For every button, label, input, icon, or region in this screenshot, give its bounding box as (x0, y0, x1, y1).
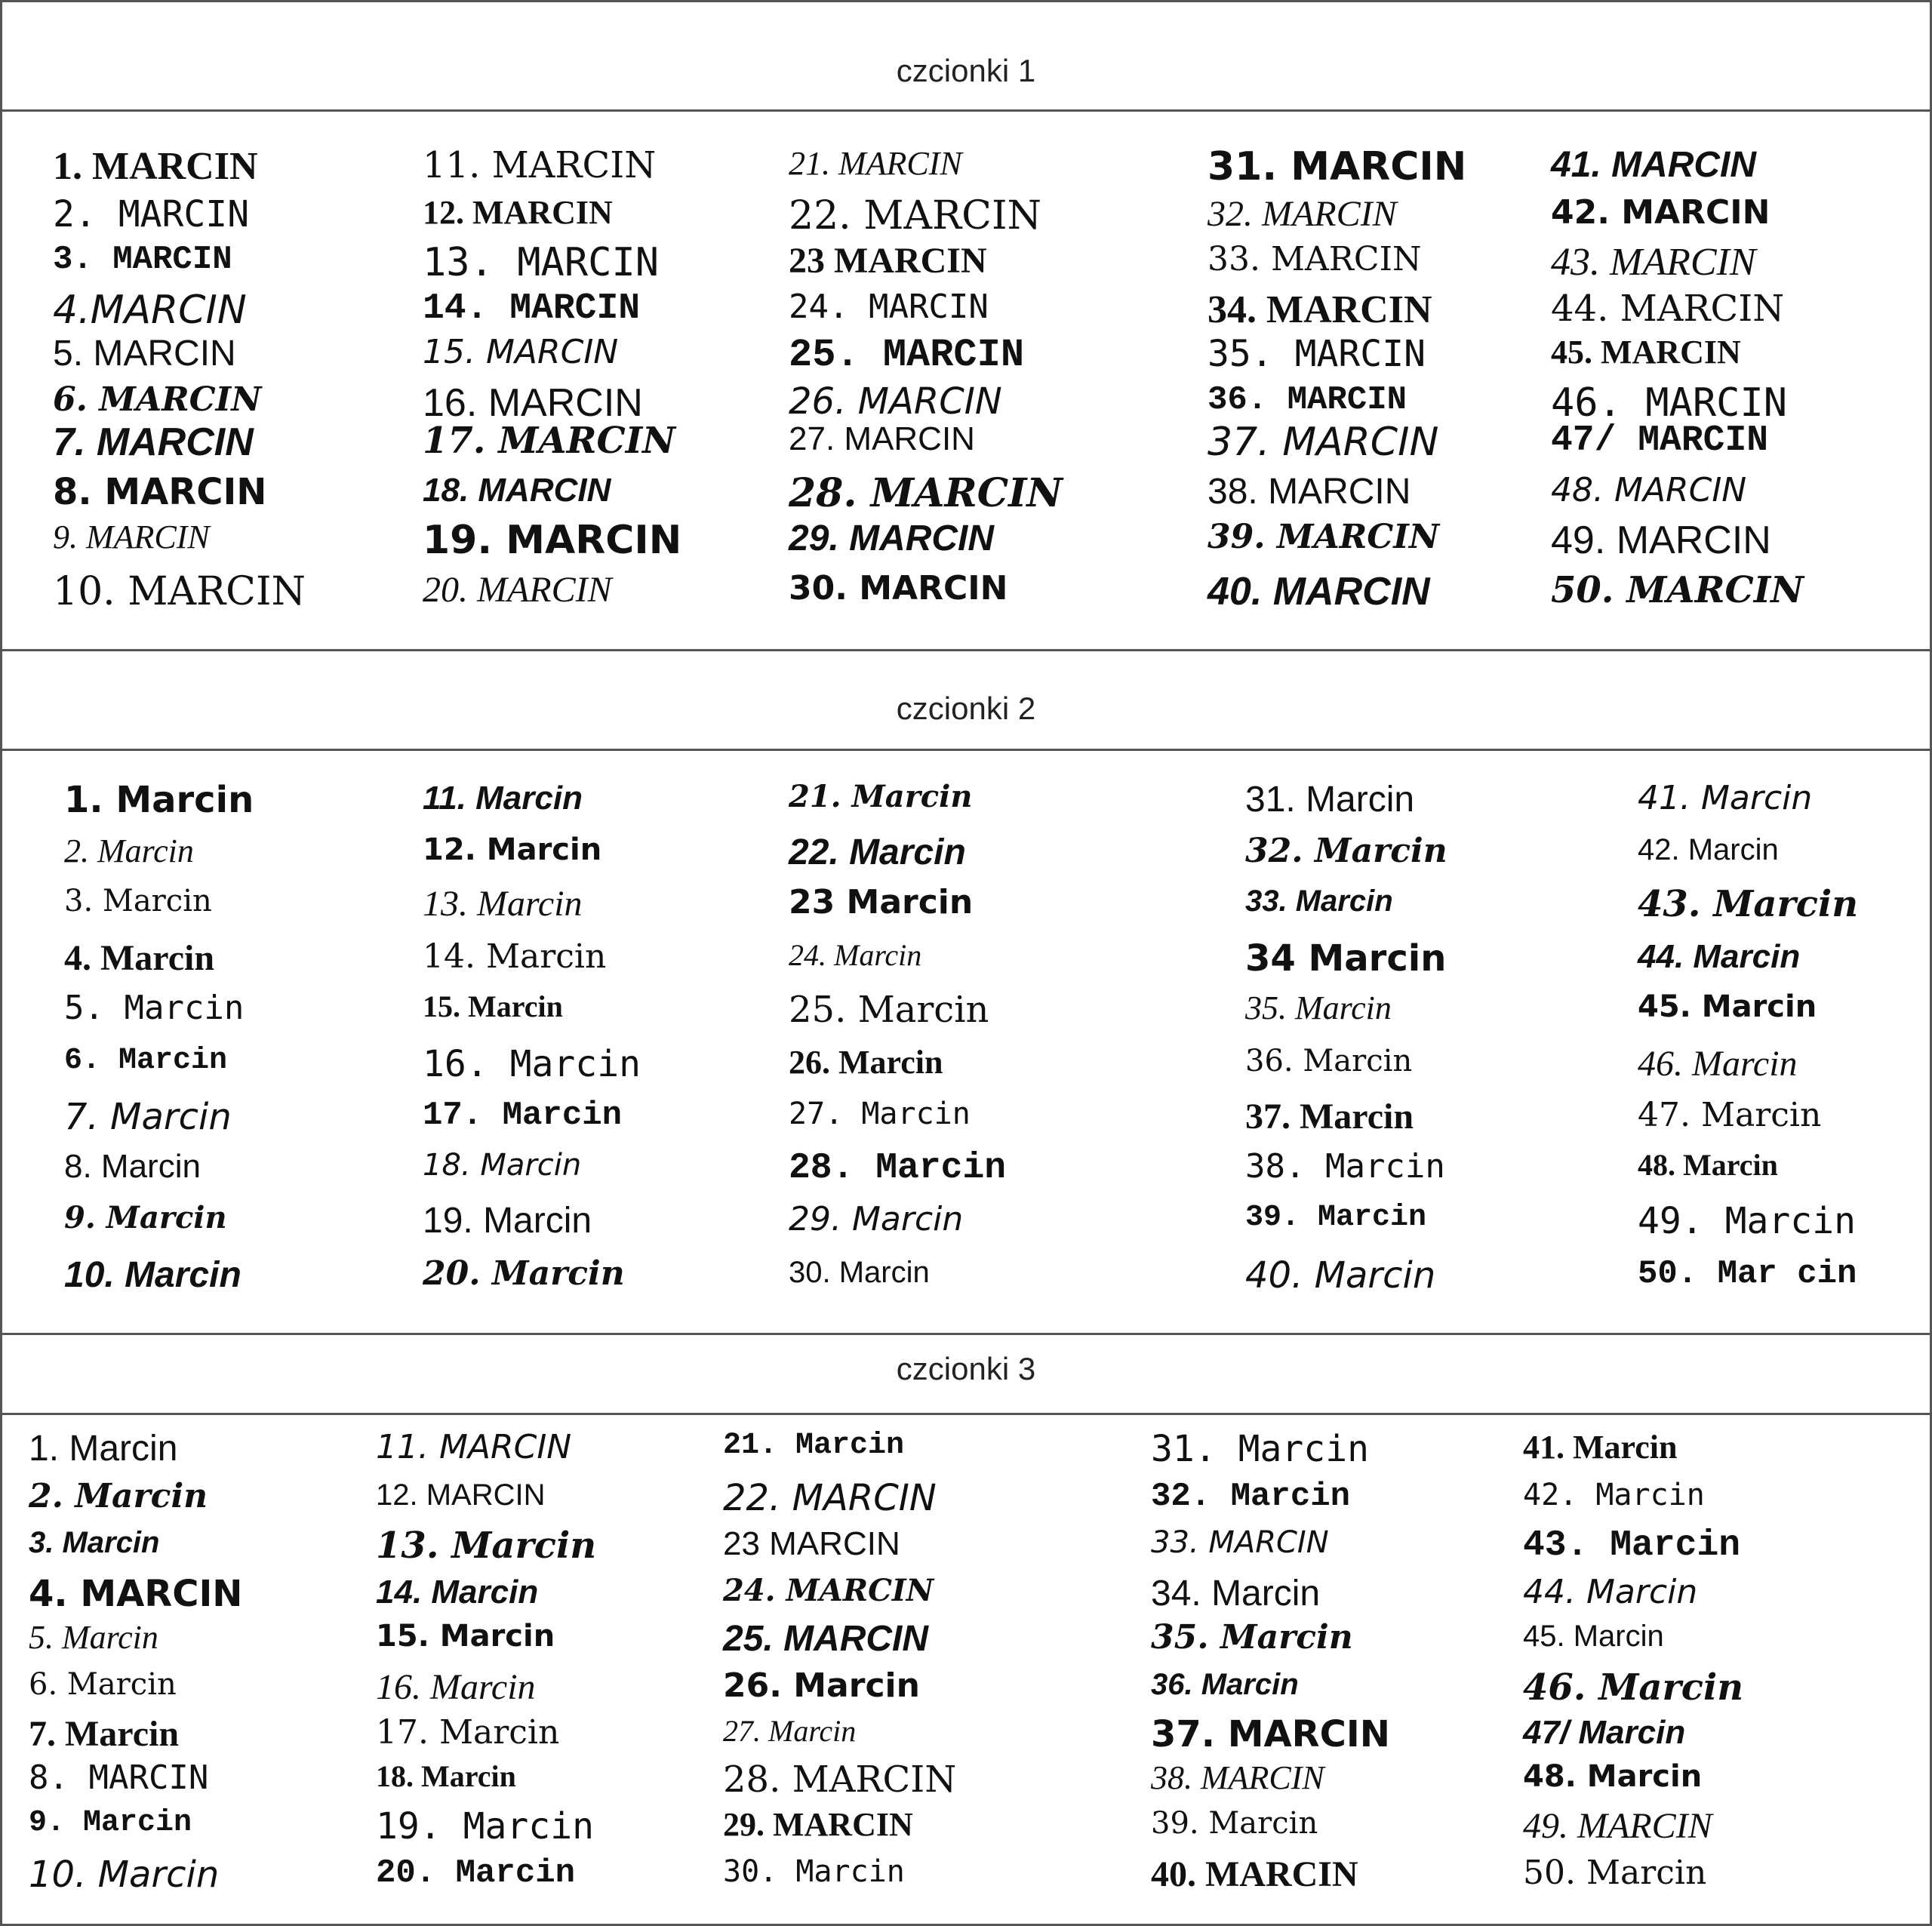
section-divider (0, 649, 1932, 651)
font-sample: 23 MARCIN (789, 241, 987, 281)
font-sample: 25. MARCIN (789, 333, 1025, 377)
font-sample: 5. MARCIN (53, 334, 236, 374)
font-sample: 24. MARCIN (723, 1573, 934, 1608)
font-sample: 22. MARCIN (723, 1477, 937, 1519)
font-sample: 29. MARCIN (789, 518, 995, 558)
font-sample: 38. MARCIN (1208, 472, 1411, 512)
font-sample: 44. Marcin (1638, 938, 1801, 975)
font-sample: 42. Marcin (1523, 1478, 1705, 1512)
font-sample: 40. Marcin (1245, 1254, 1436, 1297)
font-sample: 3. Marcin (29, 1526, 160, 1559)
font-sample: 47. Marcin (1638, 1096, 1822, 1134)
font-sample: 41. Marcin (1523, 1429, 1678, 1466)
font-column (1551, 113, 1913, 649)
font-sample: 41. MARCIN (1551, 145, 1757, 185)
font-sample: 14. MARCIN (423, 288, 641, 329)
font-sample: 4. Marcin (64, 938, 215, 978)
font-sample: 47/ Marcin (1523, 1714, 1686, 1751)
font-sample: 37. MARCIN (1151, 1713, 1390, 1755)
font-sample: 14. Marcin (376, 1574, 539, 1611)
section-divider (0, 1413, 1932, 1415)
font-sample: 40. MARCIN (1151, 1854, 1358, 1894)
font-sample: 5. Marcin (29, 1619, 158, 1656)
font-column (423, 113, 785, 649)
font-sample: 48. MARCIN (1551, 471, 1747, 509)
font-sample: 11. MARCIN (423, 144, 657, 186)
font-sample: 26. Marcin (723, 1666, 920, 1705)
font-sample: 34 Marcin (1245, 937, 1447, 980)
font-sample: 45. Marcin (1523, 1620, 1664, 1653)
font-panel-1 (0, 113, 1932, 649)
font-sample: 50. Mar cin (1638, 1255, 1857, 1293)
font-sample: 8. MARCIN (53, 471, 267, 513)
font-sample: 12. Marcin (423, 832, 602, 867)
font-sample: 44. MARCIN (1551, 288, 1785, 330)
font-sample: 47/ MARCIN (1551, 420, 1769, 461)
font-column (64, 752, 426, 1333)
font-sample: 46. MARCIN (1551, 380, 1788, 426)
font-column (1523, 1416, 1885, 1926)
font-sample: 21. Marcin (723, 1429, 905, 1463)
font-column (53, 113, 415, 649)
font-sample: 8. Marcin (64, 1148, 201, 1185)
font-sample: 28. Marcin (789, 1148, 1007, 1189)
section-divider (0, 109, 1932, 112)
font-sample: 38. Marcin (1245, 1147, 1445, 1186)
font-sample: 17. Marcin (376, 1713, 560, 1752)
font-sample: 38. MARCIN (1151, 1759, 1324, 1796)
font-sample: 13. Marcin (376, 1524, 597, 1567)
font-sample: 26. MARCIN (789, 380, 1002, 423)
font-column (723, 1416, 1085, 1926)
font-sample: 7. Marcin (64, 1096, 232, 1138)
font-sample: 20. Marcin (423, 1254, 625, 1293)
font-sample: 39. Marcin (1245, 1201, 1427, 1235)
font-sample: 9. Marcin (29, 1806, 192, 1840)
font-sample: 6. MARCIN (53, 380, 262, 419)
font-sample: 49. MARCIN (1551, 518, 1771, 562)
font-sample: 41. Marcin (1638, 779, 1813, 817)
font-sample: 2. Marcin (29, 1477, 208, 1515)
font-sample: 29. MARCIN (723, 1806, 913, 1843)
font-sample: 17. Marcin (423, 1097, 623, 1134)
font-sample: 25. Marcin (789, 989, 989, 1031)
font-sample: 10. Marcin (64, 1255, 242, 1295)
font-sample: 8. MARCIN (29, 1758, 209, 1797)
font-sample: 19. MARCIN (423, 518, 682, 563)
font-sample: 6. Marcin (29, 1667, 177, 1702)
font-sample: 33. MARCIN (1208, 240, 1422, 278)
font-sample: 18. Marcin (423, 1148, 582, 1183)
font-sample: 43. Marcin (1638, 883, 1859, 925)
font-sample: 30. Marcin (789, 1256, 930, 1289)
section-divider (0, 1333, 1932, 1335)
font-sample: 33. MARCIN (1151, 1525, 1329, 1560)
font-sample: 13. MARCIN (423, 240, 660, 285)
font-sample: 11. Marcin (423, 780, 583, 817)
font-sample: 16. Marcin (376, 1667, 536, 1707)
font-sample: 32. Marcin (1245, 832, 1447, 870)
font-column (1151, 1416, 1513, 1926)
font-sample: 3. MARCIN (53, 241, 232, 278)
font-sample: 31. Marcin (1151, 1428, 1369, 1470)
font-column (1245, 752, 1607, 1333)
section-title-3: czcionki 3 (896, 1351, 1036, 1386)
font-sample: 18. MARCIN (423, 472, 611, 509)
font-column (789, 752, 1151, 1333)
font-sample: 37. Marcin (1245, 1097, 1414, 1137)
font-sample: 15. MARCIN (423, 333, 619, 371)
font-sample: 44. Marcin (1523, 1573, 1698, 1611)
font-sample: 9. Marcin (64, 1200, 227, 1235)
font-sample: 1. MARCIN (53, 145, 258, 188)
font-sample: 43. MARCIN (1551, 241, 1756, 284)
font-sample: 49. Marcin (1638, 1200, 1856, 1242)
font-sample: 7. MARCIN (53, 420, 254, 464)
font-sample: 33. Marcin (1245, 885, 1393, 918)
font-sample: 25. MARCIN (723, 1619, 929, 1659)
font-sample: 50. MARCIN (1551, 569, 1804, 611)
font-sample: 16. MARCIN (423, 381, 643, 425)
font-sample: 30. Marcin (723, 1854, 905, 1889)
font-sample: 46. Marcin (1638, 1044, 1798, 1084)
font-sample: 10. MARCIN (53, 569, 306, 614)
font-sample: 15. Marcin (376, 1619, 555, 1654)
font-sample: 37. MARCIN (1208, 420, 1439, 465)
font-sample: 36. MARCIN (1208, 381, 1407, 419)
font-column (1638, 752, 1932, 1333)
font-sample: 24. Marcin (789, 938, 922, 972)
section-title-1: czcionki 1 (896, 53, 1036, 88)
font-sample: 23 Marcin (789, 883, 974, 921)
font-sample: 48. Marcin (1638, 1148, 1778, 1182)
font-sample: 7. Marcin (29, 1714, 180, 1754)
section-divider (0, 749, 1932, 751)
font-sample: 13. Marcin (423, 884, 583, 924)
font-sample: 14. Marcin (423, 937, 607, 976)
font-sample: 26. Marcin (789, 1044, 943, 1081)
section-title-2: czcionki 2 (896, 691, 1036, 726)
font-sample: 34. Marcin (1151, 1574, 1321, 1614)
font-sample: 1. Marcin (29, 1429, 178, 1469)
font-sample: 12. MARCIN (423, 194, 613, 231)
font-sample: 36. Marcin (1151, 1668, 1299, 1701)
font-sample: 35. MARCIN (1208, 333, 1426, 375)
font-sample: 39. MARCIN (1208, 518, 1440, 556)
font-sample: 39. Marcin (1151, 1806, 1318, 1841)
font-column (1208, 113, 1570, 649)
font-sample: 19. Marcin (376, 1805, 594, 1848)
font-sample: 17. MARCIN (423, 420, 676, 462)
font-sample: 42. MARCIN (1551, 193, 1770, 232)
font-panel-3 (0, 1416, 1932, 1926)
font-sample: 11. MARCIN (376, 1428, 572, 1466)
font-sample: 16. Marcin (423, 1043, 641, 1085)
font-column (789, 113, 1151, 649)
font-sample: 30. MARCIN (789, 569, 1008, 608)
font-sample: 29. Marcin (789, 1200, 964, 1238)
font-sample: 43. Marcin (1523, 1525, 1741, 1566)
font-sample: 6. Marcin (64, 1044, 228, 1078)
font-sample: 3. Marcin (64, 884, 212, 918)
font-sample: 22. MARCIN (789, 193, 1042, 238)
font-sample: 46. Marcin (1523, 1666, 1744, 1709)
font-sample: 22. Marcin (789, 832, 966, 872)
font-sample: 27. Marcin (789, 1097, 971, 1131)
font-column (29, 1416, 391, 1926)
font-sample: 28. MARCIN (789, 470, 1063, 516)
font-column (423, 752, 785, 1333)
font-sample: 5. Marcin (64, 989, 245, 1027)
font-sample: 32. MARCIN (1208, 194, 1397, 234)
font-sample: 27. Marcin (723, 1714, 857, 1748)
font-sample: 49. MARCIN (1523, 1806, 1712, 1846)
font-sample: 4. MARCIN (29, 1573, 243, 1615)
font-sample: 20. MARCIN (423, 570, 612, 610)
font-sample: 9. MARCIN (53, 518, 210, 555)
font-sample: 48. Marcin (1523, 1759, 1703, 1794)
font-sample: 27. MARCIN (789, 420, 975, 457)
font-sample: 50. Marcin (1523, 1854, 1707, 1892)
font-sample: 32. Marcin (1151, 1478, 1351, 1515)
font-sample: 36. Marcin (1245, 1044, 1413, 1078)
font-sample: 45. MARCIN (1551, 334, 1741, 371)
font-sample: 28. MARCIN (723, 1758, 957, 1801)
font-sample: 34. MARCIN (1208, 288, 1432, 331)
font-sample: 21. MARCIN (789, 145, 962, 182)
font-sample: 24. MARCIN (789, 288, 989, 326)
font-sample: 35. Marcin (1151, 1618, 1353, 1657)
font-sample: 23 MARCIN (723, 1525, 900, 1562)
font-panel-2 (0, 752, 1932, 1333)
font-sample: 4.MARCIN (53, 288, 247, 333)
font-sample: 18. Marcin (376, 1759, 516, 1793)
font-sample: 2. MARCIN (53, 193, 250, 235)
font-sample: 40. MARCIN (1208, 570, 1430, 614)
font-sample: 19. Marcin (423, 1201, 592, 1241)
font-sample: 20. Marcin (376, 1854, 576, 1892)
font-sample: 31. Marcin (1245, 780, 1415, 820)
font-column (376, 1416, 738, 1926)
font-sample: 45. Marcin (1638, 989, 1817, 1024)
font-sample: 15. Marcin (423, 989, 563, 1023)
font-sample: 1. Marcin (64, 779, 254, 821)
font-sample: 10. Marcin (29, 1854, 220, 1896)
font-sample: 31. MARCIN (1208, 144, 1467, 189)
font-sample: 12. MARCIN (376, 1478, 546, 1512)
font-sample: 21. Marcin (789, 779, 973, 814)
font-sample: 42. Marcin (1638, 833, 1779, 866)
font-sample: 2. Marcin (64, 832, 194, 869)
font-sample: 35. Marcin (1245, 989, 1392, 1026)
